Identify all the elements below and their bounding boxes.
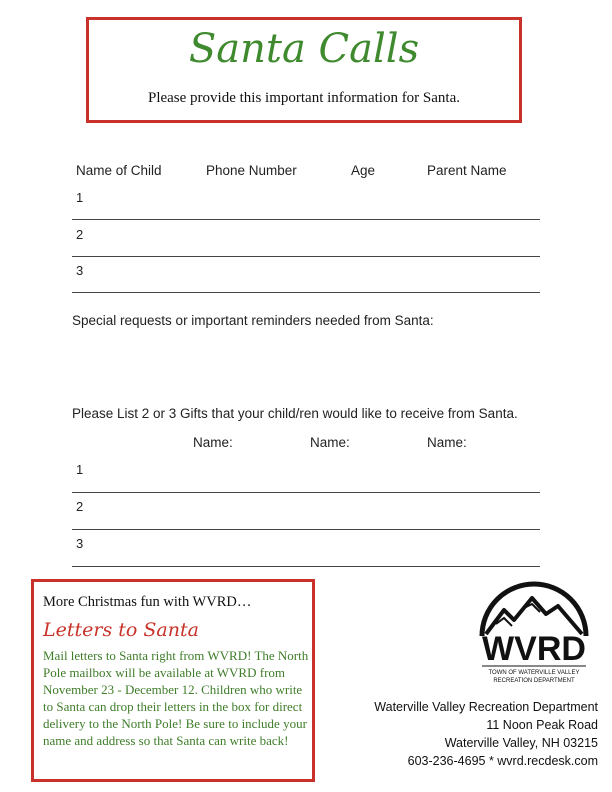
gift-row-number: 3 [76,536,84,551]
contact-info[interactable]: 603-236-4695 * wvrd.recdesk.com [407,754,598,768]
gift-row-line[interactable] [72,492,540,493]
logo-tagline-2: RECREATION DEPARTMENT [493,678,575,684]
gifts-label: Please List 2 or 3 Gifts that your child/ren would like to receive from Santa. [72,406,518,421]
page-title: Santa Calls [188,26,420,72]
address-street: 11 Noon Peak Road [486,718,598,732]
header-box [86,17,522,123]
gift-col-header: Name: [310,435,350,450]
promo-box [31,579,315,782]
special-requests-label: Special requests or important reminders needed from Santa: [72,313,434,328]
gift-row-line[interactable] [72,566,540,567]
child-row-number: 1 [76,190,84,205]
gift-row-number: 2 [76,499,84,514]
logo-tagline-1: TOWN OF WATERVILLE VALLEY [488,670,580,676]
col-header-phone: Phone Number [206,163,297,178]
child-row-number: 2 [76,227,84,242]
child-row-number: 3 [76,263,84,278]
promo-heading: More Christmas fun with WVRD… [43,594,252,610]
gift-col-header: Name: [427,435,467,450]
col-header-name: Name of Child [76,163,162,178]
org-name: Waterville Valley Recreation Department [374,700,598,714]
child-row-line[interactable] [72,256,540,257]
col-header-age: Age [351,163,376,178]
logo-text: WVRD [482,630,586,668]
wvrd-logo [474,578,594,688]
child-row-line[interactable] [72,292,540,293]
gift-col-header: Name: [193,435,233,450]
col-header-parent: Parent Name [427,163,507,178]
page-subtitle: Please provide this important information for Santa. [147,90,461,106]
mountain-logo-icon [474,578,594,688]
letters-title: Letters to Santa [43,619,199,641]
child-row-line[interactable] [72,219,540,220]
gift-row-number: 1 [76,462,84,477]
gift-row-line[interactable] [72,529,540,530]
letters-body: Mail letters to Santa right from WVRD! The North Pole mailbox will be available at WVRD from November 23 - December 12. Children who write to Santa can drop their letters in the box for direct delivery to the North Pole! Be sure to include your name and address so that Santa can write back! [43,648,309,748]
address-city: Waterville Valley, NH 03215 [444,736,598,750]
